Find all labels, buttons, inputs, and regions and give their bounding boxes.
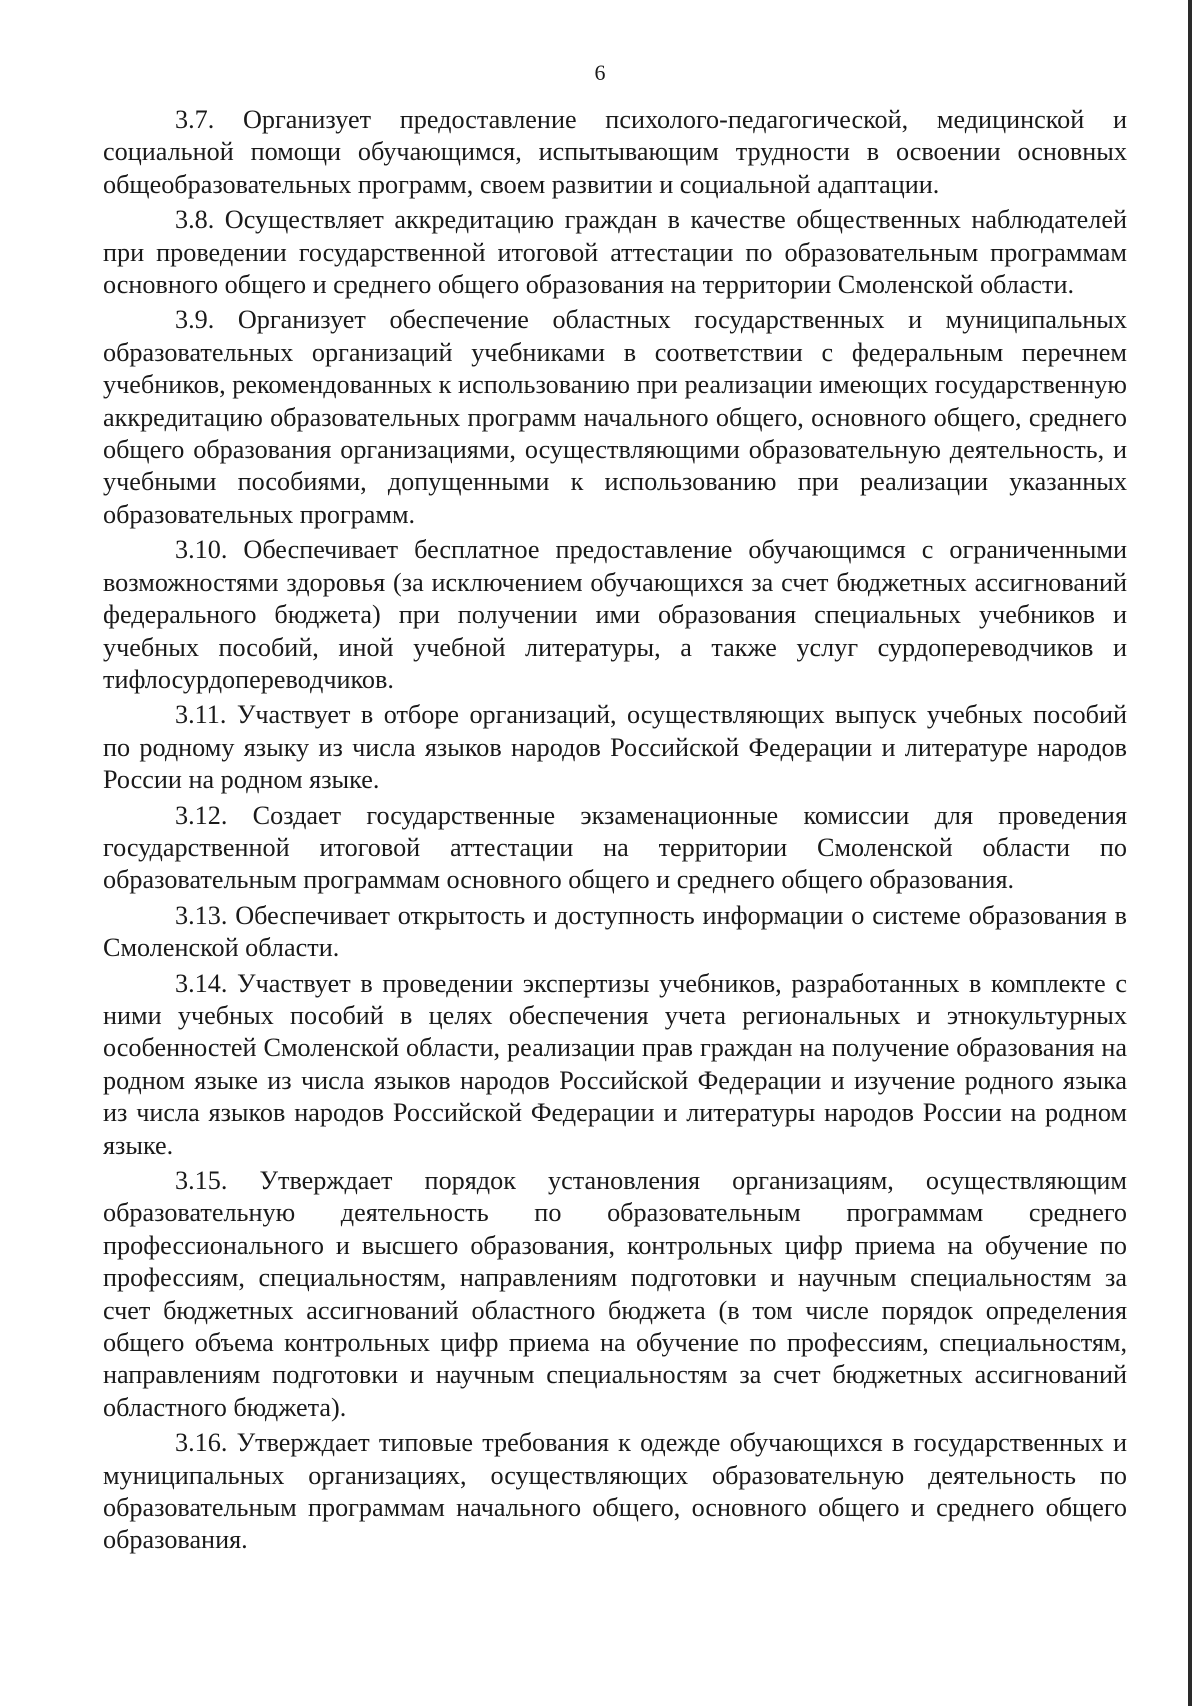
paragraph-3-13: 3.13. Обеспечивает открытость и доступность информации о системе образования в Смоленской области. (103, 900, 1127, 963)
paragraph-3-9: 3.9. Организует обеспечение областных государственных и муниципальных образовательных организаций учебниками в соответствии с федеральным перечнем учебников, рекомендованных к использованию при реализации имеющих государственную аккредитацию образовательных программ начального общего, основного общего, среднего общего образования организациями, осуществляющими образовательную деятельность, и учебными пособиями, допущенными к использованию при реализации указанных образовательных программ. (103, 305, 1127, 529)
paragraph-3-15: 3.15. Утверждает порядок установления организациям, осуществляющим образовательную деятельность по образовательным программам среднего профессионального и высшего образования, контрольных цифр приема на обучение по профессиям, специальностям, направлениям подготовки и научным специальностям за счет бюджетных ассигнований областного бюджета (в том числе порядок определения общего объема контрольных цифр приема на обучение по профессиям, специальностям, направлениям подготовки и научным специальностям за счет бюджетных ассигнований областного бюджета). (103, 1166, 1127, 1422)
paragraph-3-14: 3.14. Участвует в проведении экспертизы учебников, разработанных в комплекте с ними учебных пособий в целях обеспечения учета региональных и этнокультурных особенностей Смоленской области, реализации прав граждан на получение образования на родном языке из числа языков народов Российской Федерации и изучение родного языка из числа языков народов Российской Федерации и литературы народов России на родном языке. (103, 968, 1127, 1160)
paragraph-3-10: 3.10. Обеспечивает бесплатное предоставление обучающимся с ограниченными возможностями здоровья (за исключением обучающихся за счет бюджетных ассигнований федерального бюджета) при получении ими образования специальных учебников и учебных пособий, иной учебной литературы, а также услуг сурдопереводчиков и тифлосурдопереводчиков. (103, 535, 1127, 694)
paragraph-3-8: 3.8. Осуществляет аккредитацию граждан в качестве общественных наблюдателей при проведении государственной итоговой аттестации по образовательным программам основного общего и среднего общего образования на территории Смоленской области. (103, 205, 1127, 300)
paragraph-3-16: 3.16. Утверждает типовые требования к одежде обучающихся в государственных и муниципальных организациях, осуществляющих образовательную деятельность по образовательным программам начального общего, основного общего и среднего общего образования. (103, 1428, 1127, 1555)
scan-edge-line (1188, 0, 1192, 1706)
page-number: 6 (594, 60, 606, 85)
paragraph-3-11: 3.11. Участвует в отборе организаций, осуществляющих выпуск учебных пособий по родному языку из числа языков народов Российской Федерации и литературе народов России на родном языке. (103, 700, 1127, 795)
paragraph-3-12: 3.12. Создает государственные экзаменационные комиссии для проведения государственной итоговой аттестации на территории Смоленской области по образовательным программам основного общего и среднего общего образования. (103, 800, 1127, 895)
paragraph-3-7: 3.7. Организует предоставление психолого-педагогической, медицинской и социальной помощи обучающимся, испытывающим трудности в освоении основных общеобразовательных программ, своем развитии и социальной адаптации. (103, 105, 1127, 199)
document-body (103, 104, 1127, 1560)
